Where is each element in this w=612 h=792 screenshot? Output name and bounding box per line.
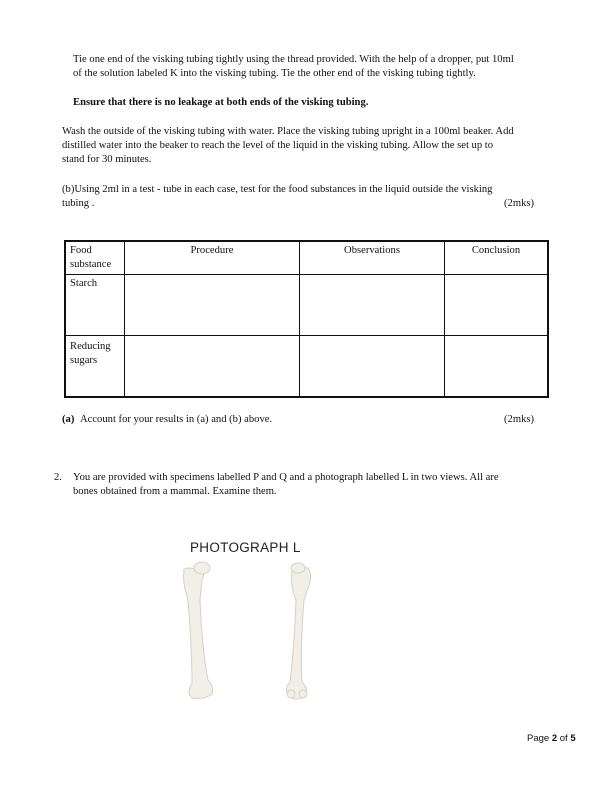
header-observations: Observations bbox=[300, 241, 445, 275]
question-2-text: bones obtained from a mammal. Examine them. bbox=[73, 486, 277, 497]
question-2-text: You are provided with specimens labelled P and Q and a photograph labelled L in two views. All are bbox=[73, 472, 499, 483]
page-label: Page bbox=[527, 733, 552, 744]
observations-cell[interactable] bbox=[300, 336, 445, 397]
question-a-label: (a) bbox=[62, 414, 75, 425]
table-row bbox=[65, 336, 548, 397]
header-procedure: Procedure bbox=[125, 241, 300, 275]
question-a-marks: (2mks) bbox=[504, 414, 535, 425]
instruction-text: Tie one end of the visking tubing tightly using the thread provided. With the help of a dropper, put 10ml bbox=[73, 54, 514, 65]
conclusion-cell[interactable] bbox=[445, 336, 549, 397]
instruction-text: distilled water into the beaker to reach the level of the liquid in the visking tubing. Allow the set up to bbox=[62, 140, 494, 151]
food-cell: Reducing sugars bbox=[65, 336, 125, 397]
question-b-text: (b)Using 2ml in a test - tube in each case, test for the food substances in the liquid outside the visking bbox=[62, 184, 493, 195]
observations-cell[interactable] bbox=[300, 275, 445, 336]
page-number bbox=[527, 733, 576, 744]
procedure-cell[interactable] bbox=[125, 275, 300, 336]
question-a-text: Account for your results in (a) and (b) above. bbox=[80, 414, 273, 425]
procedure-cell[interactable] bbox=[125, 336, 300, 397]
question-2-number: 2. bbox=[54, 472, 62, 483]
food-cell: Starch bbox=[65, 275, 125, 336]
total-pages: 5 bbox=[570, 733, 576, 744]
warning-text: Ensure that there is no leakage at both ends of the visking tubing. bbox=[73, 97, 369, 108]
instruction-text: Wash the outside of the visking tubing with water. Place the visking tubing upright in a 100ml beaker. Add bbox=[62, 126, 514, 137]
table-header-row bbox=[65, 241, 548, 275]
current-page: 2 bbox=[551, 733, 558, 744]
header-food-substance: Food substance bbox=[65, 241, 125, 275]
question-b-marks: (2mks) bbox=[504, 198, 535, 209]
question-b-text: tubing . bbox=[62, 198, 95, 209]
header-conclusion: Conclusion bbox=[445, 241, 549, 275]
femur-bones-image bbox=[170, 560, 350, 710]
instruction-text: stand for 30 minutes. bbox=[62, 154, 152, 165]
instruction-text: of the solution labeled K into the visking tubing. Tie the other end of the visking tubing tightly. bbox=[73, 68, 476, 79]
page-of-label: of bbox=[557, 733, 571, 744]
results-table bbox=[64, 240, 549, 398]
photograph-title: PHOTOGRAPH L bbox=[190, 540, 301, 555]
table-row bbox=[65, 275, 548, 336]
conclusion-cell[interactable] bbox=[445, 275, 549, 336]
